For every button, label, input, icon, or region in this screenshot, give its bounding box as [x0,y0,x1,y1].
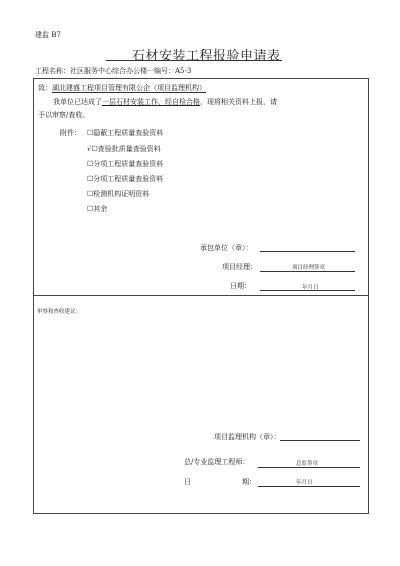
contractor-label: 承包单位（章）： [200,244,253,252]
attachment-item: ☐分项工程质量查验资料 [87,160,164,168]
recipient-line [38,83,206,93]
form-code: 建监 B7 [35,31,61,39]
project-line: 工程名称：社区服务中心综合办公楼一编号：A5-3 [35,67,192,75]
attachment-item: √☐查验批质量查验资料 [87,145,161,153]
date-label-2: 日 [184,478,191,486]
form-title: 石材安装工程报验申请表 [132,49,281,64]
body-text-2: ，现将相关资料上报，请 [200,98,277,106]
attachment-item: ☐分项工程质量查验资料 [87,175,164,183]
body-line-2: 予以审察/查收。 [38,111,90,119]
chief-sign: 总监签章 [296,461,319,467]
contractor-sign-line [260,251,355,252]
to-label: 致： [38,84,52,92]
checked-checkbox-icon[interactable]: √☐ [87,145,98,153]
date-line [260,290,355,291]
attachment-item: ☐其余 [87,205,108,213]
supervision-org-label: 项目监理机构（章）： [214,433,281,441]
checkbox-icon[interactable]: ☐ [87,190,94,198]
checkbox-icon[interactable]: ☐ [87,129,94,137]
date-label: 日期： [230,282,251,290]
date-line-2 [258,486,360,487]
title-underline [106,60,282,61]
to-org: 湖北建盛工程项目管理有限公企（项目监理机构） [52,84,206,92]
chief-engineer-label: 总/专业监理工程师： [184,458,250,466]
chief-sign-line [258,467,360,468]
review-section [33,296,369,514]
supervision-sign-line [280,440,360,441]
attachment-item: ☐隐蔽工程质量查验资料 [87,129,164,137]
application-section [33,78,369,296]
body-text-highlight: 一层石材安装工作，经自检合格 [102,98,200,106]
pm-sign: 项目经理签章 [292,265,326,271]
attachment-item: ☐检测机构证明资料 [87,190,150,198]
pm-sign-line [260,271,355,272]
body-text-1: 我单位已达成了 [53,98,102,106]
review-label: 审察和查收建议： [37,309,82,315]
checkbox-icon[interactable]: ☐ [87,160,94,168]
date-label-2b: 期： [242,478,256,486]
checkbox-icon[interactable]: ☐ [87,175,94,183]
date-value: 年月日 [302,285,319,291]
pm-label: 项目经理： [222,263,257,271]
checkbox-icon[interactable]: ☐ [87,205,94,213]
date-value-2: 年月日 [296,480,313,486]
attachments-label: 附件： [60,129,81,137]
body-line-1 [53,97,277,107]
